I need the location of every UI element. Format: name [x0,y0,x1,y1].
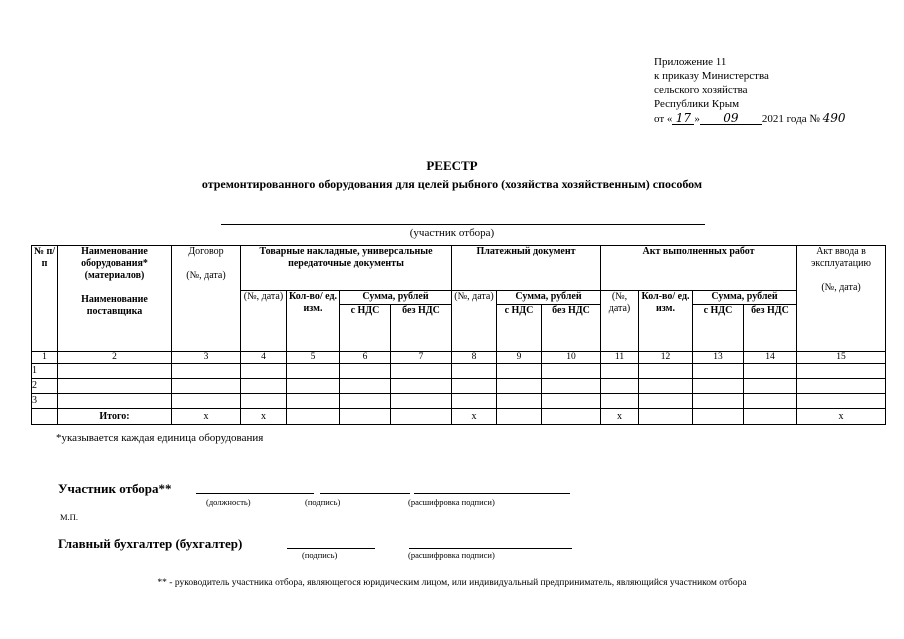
accountant-decoding-line [409,548,572,549]
column-number: 6 [340,352,391,364]
header-payment-with-vat: с НДС [497,305,542,352]
header-commission: Акт ввода в эксплуатацию [811,246,871,269]
accountant-signature-caption: (подпись) [302,550,338,560]
participant-caption: (участник отбора) [409,227,495,239]
header-num: № п/п [32,246,58,352]
header-equipment-name: Наименование оборудования* (материалов) [81,246,148,281]
table-row [32,379,886,394]
header-invoice-qty: Кол-во/ ед. изм. [287,291,340,352]
column-number: 4 [241,352,287,364]
header-act-qty: Кол-во/ ед. изм. [639,291,693,352]
header-contract-cell [172,246,241,352]
header-act-with-vat: с НДС [693,305,744,352]
header-act: Акт выполненных работ [601,246,797,291]
header-commission-cell [797,246,886,352]
header-invoices: Товарные накладные, универсальные передаточные документы [241,246,452,291]
column-number: 8 [452,352,497,364]
footnote: ** - руководитель участника отбора, являющегося юридическим лицом, или индивидуальный предприниматель, являющийся участником отбора [157,578,747,588]
header-act-sum: Сумма, рублей [693,291,797,305]
total-label: Итого: [58,409,172,425]
header-contract: Договор [188,246,224,257]
appendix-line: Приложение 11 [654,56,727,68]
row-number: 2 [32,379,58,394]
header-invoice-with-vat: с НДС [340,305,391,352]
row-number: 3 [32,394,58,409]
appendix-line: Республики Крым [654,98,740,110]
header-payment-without-vat: без НДС [542,305,601,352]
register-table [31,245,886,425]
column-number: 12 [639,352,693,364]
appendix-date-line: от « 17 » 09 2021 года № 490 [654,111,846,125]
position-caption: (должность) [206,497,251,507]
equipment-note: *указывается каждая единица оборудования [56,432,264,444]
header-invoice-sum: Сумма, рублей [340,291,452,305]
column-number: 10 [542,352,601,364]
column-number: 13 [693,352,744,364]
header-invoice-without-vat: без НДС [391,305,452,352]
position-line [196,493,314,494]
appendix-month: 09 [700,111,762,125]
total-row [32,409,886,425]
signature-caption: (подпись) [305,497,341,507]
appendix-line: к приказу Министерства [654,70,769,82]
decoding-caption: (расшифровка подписи) [408,497,495,507]
total-x: x [797,409,886,425]
column-number: 9 [497,352,542,364]
accountant-decoding-caption: (расшифровка подписи) [408,550,495,560]
appendix-number: 490 [822,111,846,125]
appendix-block [654,55,845,126]
header-name-cell [58,246,172,352]
accountant-signature-label: Главный бухгалтер (бухгалтер) [58,536,243,551]
column-number: 2 [58,352,172,364]
signature-line [320,493,410,494]
total-x: x [601,409,639,425]
document-subtitle: отремонтированного оборудования для целей рыбного (хозяйства хозяйственным) способом [201,177,703,191]
appendix-day: 17 [672,111,694,125]
header-act-without-vat: без НДС [744,305,797,352]
header-payment-no-date: (№, дата) [452,291,497,352]
header-payment: Платежный документ [452,246,601,291]
participant-fill-line [221,224,705,225]
total-x: x [241,409,287,425]
column-number: 14 [744,352,797,364]
column-number-row [32,352,886,364]
accountant-signature-line [287,548,375,549]
header-commission-sub: (№, дата) [821,282,861,293]
appendix-year: 2021 года № [761,113,820,125]
header-invoice-no-date: (№, дата) [241,291,287,352]
column-number: 11 [601,352,639,364]
column-number: 5 [287,352,340,364]
table-row [32,394,886,409]
total-x: x [172,409,241,425]
column-number: 3 [172,352,241,364]
appendix-line: сельского хозяйства [654,84,748,96]
column-number: 15 [797,352,886,364]
header-payment-sum: Сумма, рублей [497,291,601,305]
header-contract-sub: (№, дата) [186,270,226,281]
total-x: x [452,409,497,425]
header-supplier-name: Наименование поставщика [81,294,148,317]
stamp-placeholder: М.П. [60,512,78,522]
row-number: 1 [32,364,58,379]
document-title: РЕЕСТР [426,158,478,173]
column-number: 7 [391,352,452,364]
decoding-line [414,493,570,494]
header-act-no-date: (№, дата) [601,291,639,352]
participant-signature-label: Участник отбора** [58,481,172,496]
table-row [32,364,886,379]
column-number: 1 [32,352,58,364]
